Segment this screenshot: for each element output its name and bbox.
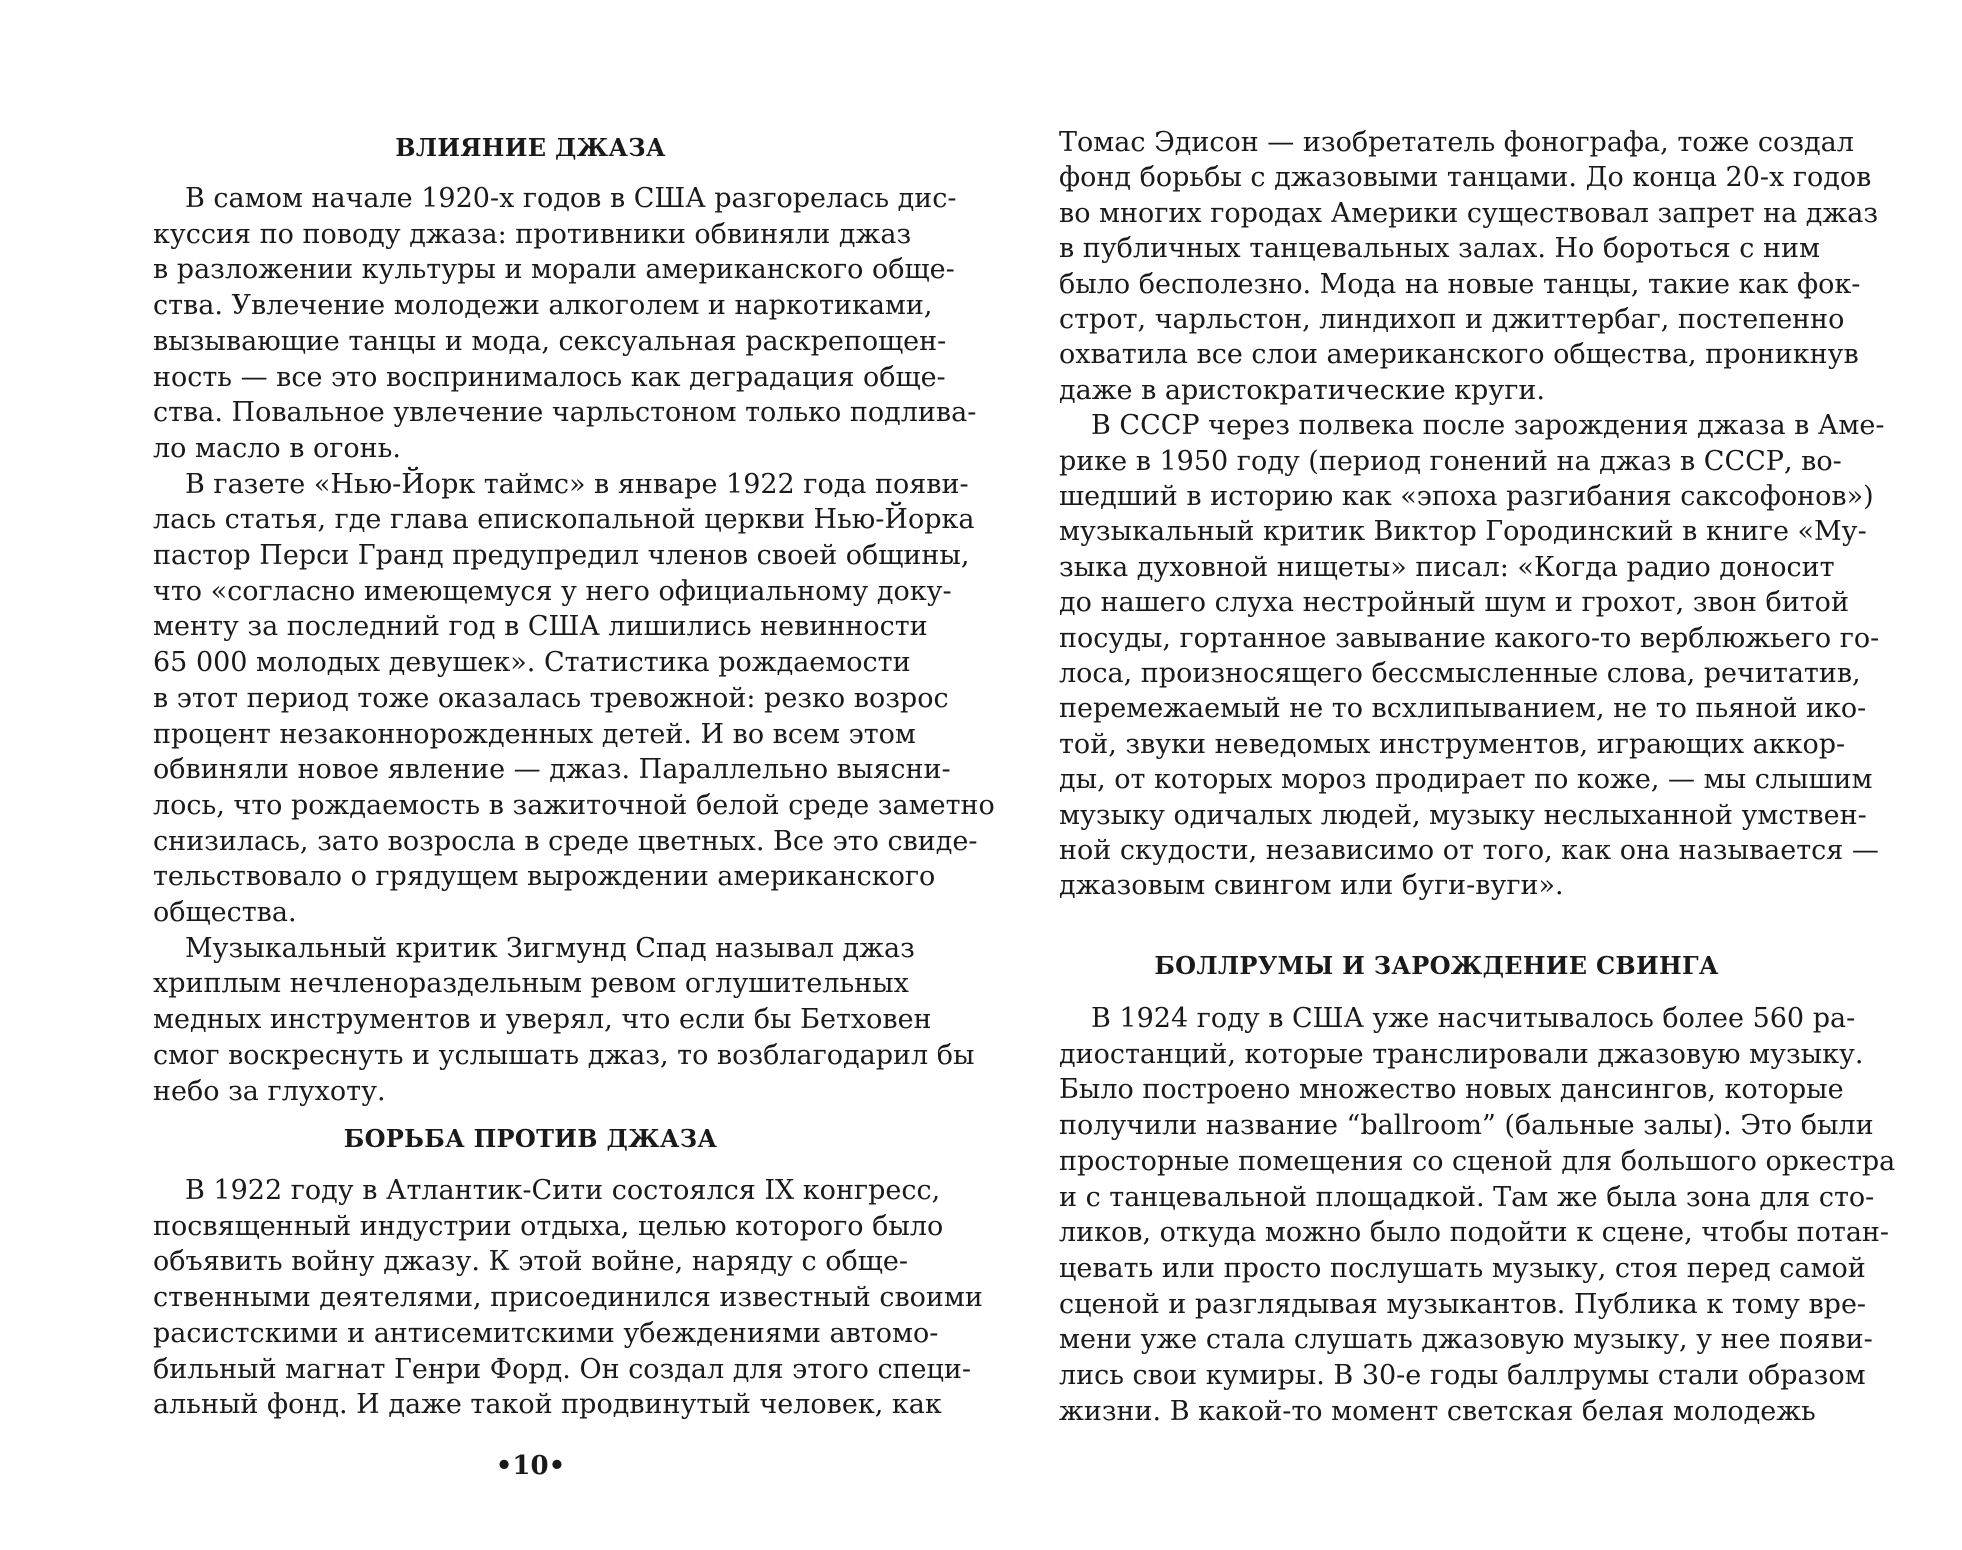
text-line: жизни. В какой-то момент светская белая молодежь (1059, 1395, 1816, 1427)
text-line: небо за глухоту. (153, 1075, 386, 1107)
text-line: лись свои кумиры. В 30-е годы баллрумы стали образом (1059, 1360, 1866, 1391)
text-line: что «согласно имеющемуся у него официальному доку- (153, 575, 952, 607)
text-line: процент незаконнорожденных детей. И во всем этом (153, 718, 916, 750)
text-line: ды, от которых мороз продирает по коже, — мы слышим (1059, 764, 1873, 796)
text-line: расистскими и антисемитскими убеждениями автомо- (153, 1317, 939, 1349)
text-line: сценой и разглядывая музыкантов. Публика к тому вре- (1059, 1288, 1867, 1320)
text-line: В 1924 году в США уже насчитывалось более 560 ра- (1091, 1003, 1856, 1034)
page-number: •10• (495, 1451, 566, 1481)
text-line: в этот период тоже оказалась тревожной: резко возрос (153, 682, 949, 714)
text-line: медных инструментов и уверял, что если бы Бетховен (153, 1004, 932, 1036)
text-line: вызывающие танцы и мода, сексуальная раскрепощен- (153, 325, 947, 357)
text-line: лось, что рождаемость в зажиточной белой среде заметно (153, 789, 995, 821)
text-line: Томас Эдисон — изобретатель фонографа, тоже создал (1059, 127, 1854, 158)
text-line: ства. Повальное увлечение чарльстоном только подлива- (153, 397, 977, 429)
text-line: В самом начале 1920-х годов в США разгорелась дис- (185, 183, 957, 214)
text-line: рике в 1950 году (период гонений на джаз в СССР, во- (1059, 445, 1842, 477)
text-line: ликов, откуда можно было подойти к сцене, чтобы потан- (1059, 1217, 1890, 1249)
text-line: общества. (153, 897, 297, 928)
text-line: Было построено множество новых дансингов, которые (1059, 1074, 1844, 1106)
text-line: получили название “ballroom” (бальные залы). Это были (1059, 1110, 1874, 1142)
text-line: Музыкальный критик Зигмунд Спад называл джаз (185, 932, 915, 964)
text-line: мени уже стала слушать джазовую музыку, у нее появи- (1059, 1324, 1873, 1356)
text-line: смог воскреснуть и услышать джаз, то возблагодарил бы (153, 1039, 975, 1071)
text-line: ства. Увлечение молодежи алкоголем и наркотиками, (153, 290, 933, 322)
text-line: ственными деятелями, присоединился известный своими (153, 1282, 983, 1314)
text-line: музыку одичалых людей, музыку неслыханной умствен- (1059, 799, 1867, 831)
text-line: тельствовало о грядущем вырождении американского (153, 861, 936, 893)
text-line: лась статья, где глава епископальной церкви Нью-Йорка (153, 504, 975, 536)
text-line: охватила все слои американского общества, проникнув (1059, 339, 1859, 371)
text-line: фонд борьбы с джазовыми танцами. До конца 20-х годов (1059, 162, 1872, 194)
section-heading: БОЛЛРУМЫ И ЗАРОЖДЕНИЕ СВИНГА (1154, 951, 1719, 980)
text-line: куссия по поводу джаза: противники обвиняли джаз (153, 218, 912, 250)
text-line: было бесполезно. Мода на новые танцы, такие как фок- (1059, 268, 1861, 300)
text-line: и с танцевальной площадкой. Там же была зона для сто- (1059, 1181, 1875, 1213)
text-line: пастор Перси Гранд предупредил членов своей общины, (153, 540, 970, 571)
text-line: посвященный индустрии отдыха, целью которого было (153, 1210, 944, 1242)
text-line: просторные помещения со сценой для большого оркестра (1059, 1145, 1896, 1177)
text-line: в разложении культуры и морали американского обще- (153, 254, 955, 286)
text-line: перемежаемый не то всхлипыванием, не то пьяной ико- (1059, 693, 1867, 725)
text-line: до нашего слуха нестройный шум и грохот, звон битой (1059, 587, 1849, 619)
text-line: альный фонд. И даже такой продвинутый человек, как (153, 1389, 942, 1421)
text-line: лоса, произносящего бессмысленные слова, речитатив, (1059, 658, 1861, 689)
text-line: той, звуки неведомых инструментов, играющих аккор- (1059, 728, 1846, 760)
text-line: ной скудости, независимо от того, как она называется — (1059, 835, 1879, 866)
text-line: ло масло в огонь. (153, 432, 401, 464)
text-line: строт, чарльстон, линдихоп и джиттербаг, постепенно (1059, 304, 1845, 335)
text-line: менту за последний год в США лишились невинности (153, 611, 928, 643)
section-heading: ВЛИЯНИЕ ДЖАЗА (395, 133, 666, 162)
text-line: В газете «Нью-Йорк таймс» в январе 1922 года появи- (185, 468, 969, 500)
text-line: 65 000 молодых девушек». Статистика рождаемости (153, 647, 911, 679)
text-line: обвиняли новое явление — джаз. Параллельно выясни- (153, 754, 951, 786)
text-line: во многих городах Америки существовал запрет на джаз (1059, 197, 1879, 229)
text-line: шедший в историю как «эпоха разгибания саксофонов») (1059, 481, 1874, 512)
text-line: объявить войну джазу. К этой войне, наряду с обще- (153, 1246, 908, 1278)
text-line: бильный магнат Генри Форд. Он создал для этого специ- (153, 1353, 972, 1385)
text-line: В СССР через полвека после зарождения джаза в Аме- (1091, 410, 1885, 442)
text-line: цевать или просто послушать музыку, стоя перед самой (1059, 1252, 1866, 1284)
section-heading: БОРЬБА ПРОТИВ ДЖАЗА (343, 1124, 718, 1153)
text-line: диостанций, которые транслировали джазовую музыку. (1059, 1038, 1864, 1070)
text-line: хриплым нечленораздельным ревом оглушительных (153, 968, 909, 1000)
text-line: ность — все это воспринималось как деградация обще- (153, 361, 946, 393)
text-line: В 1922 году в Атлантик-Сити состоялся IX конгресс, (185, 1175, 941, 1206)
text-line: музыкальный критик Виктор Городинский в книге «Му- (1059, 516, 1867, 548)
text-line: посуды, гортанное завывание какого-то верблюжьего го- (1059, 622, 1880, 654)
text-line: джазовым свингом или буги-вуги». (1059, 870, 1564, 902)
text-line: зыка духовной нищеты» писал: «Когда радио доносит (1059, 551, 1835, 583)
text-line: в публичных танцевальных залах. Но бороться с ним (1059, 233, 1820, 265)
text-line: снизилась, зато возросла в среде цветных. Все это свиде- (153, 825, 978, 857)
text-line: даже в аристократические круги. (1059, 374, 1545, 406)
